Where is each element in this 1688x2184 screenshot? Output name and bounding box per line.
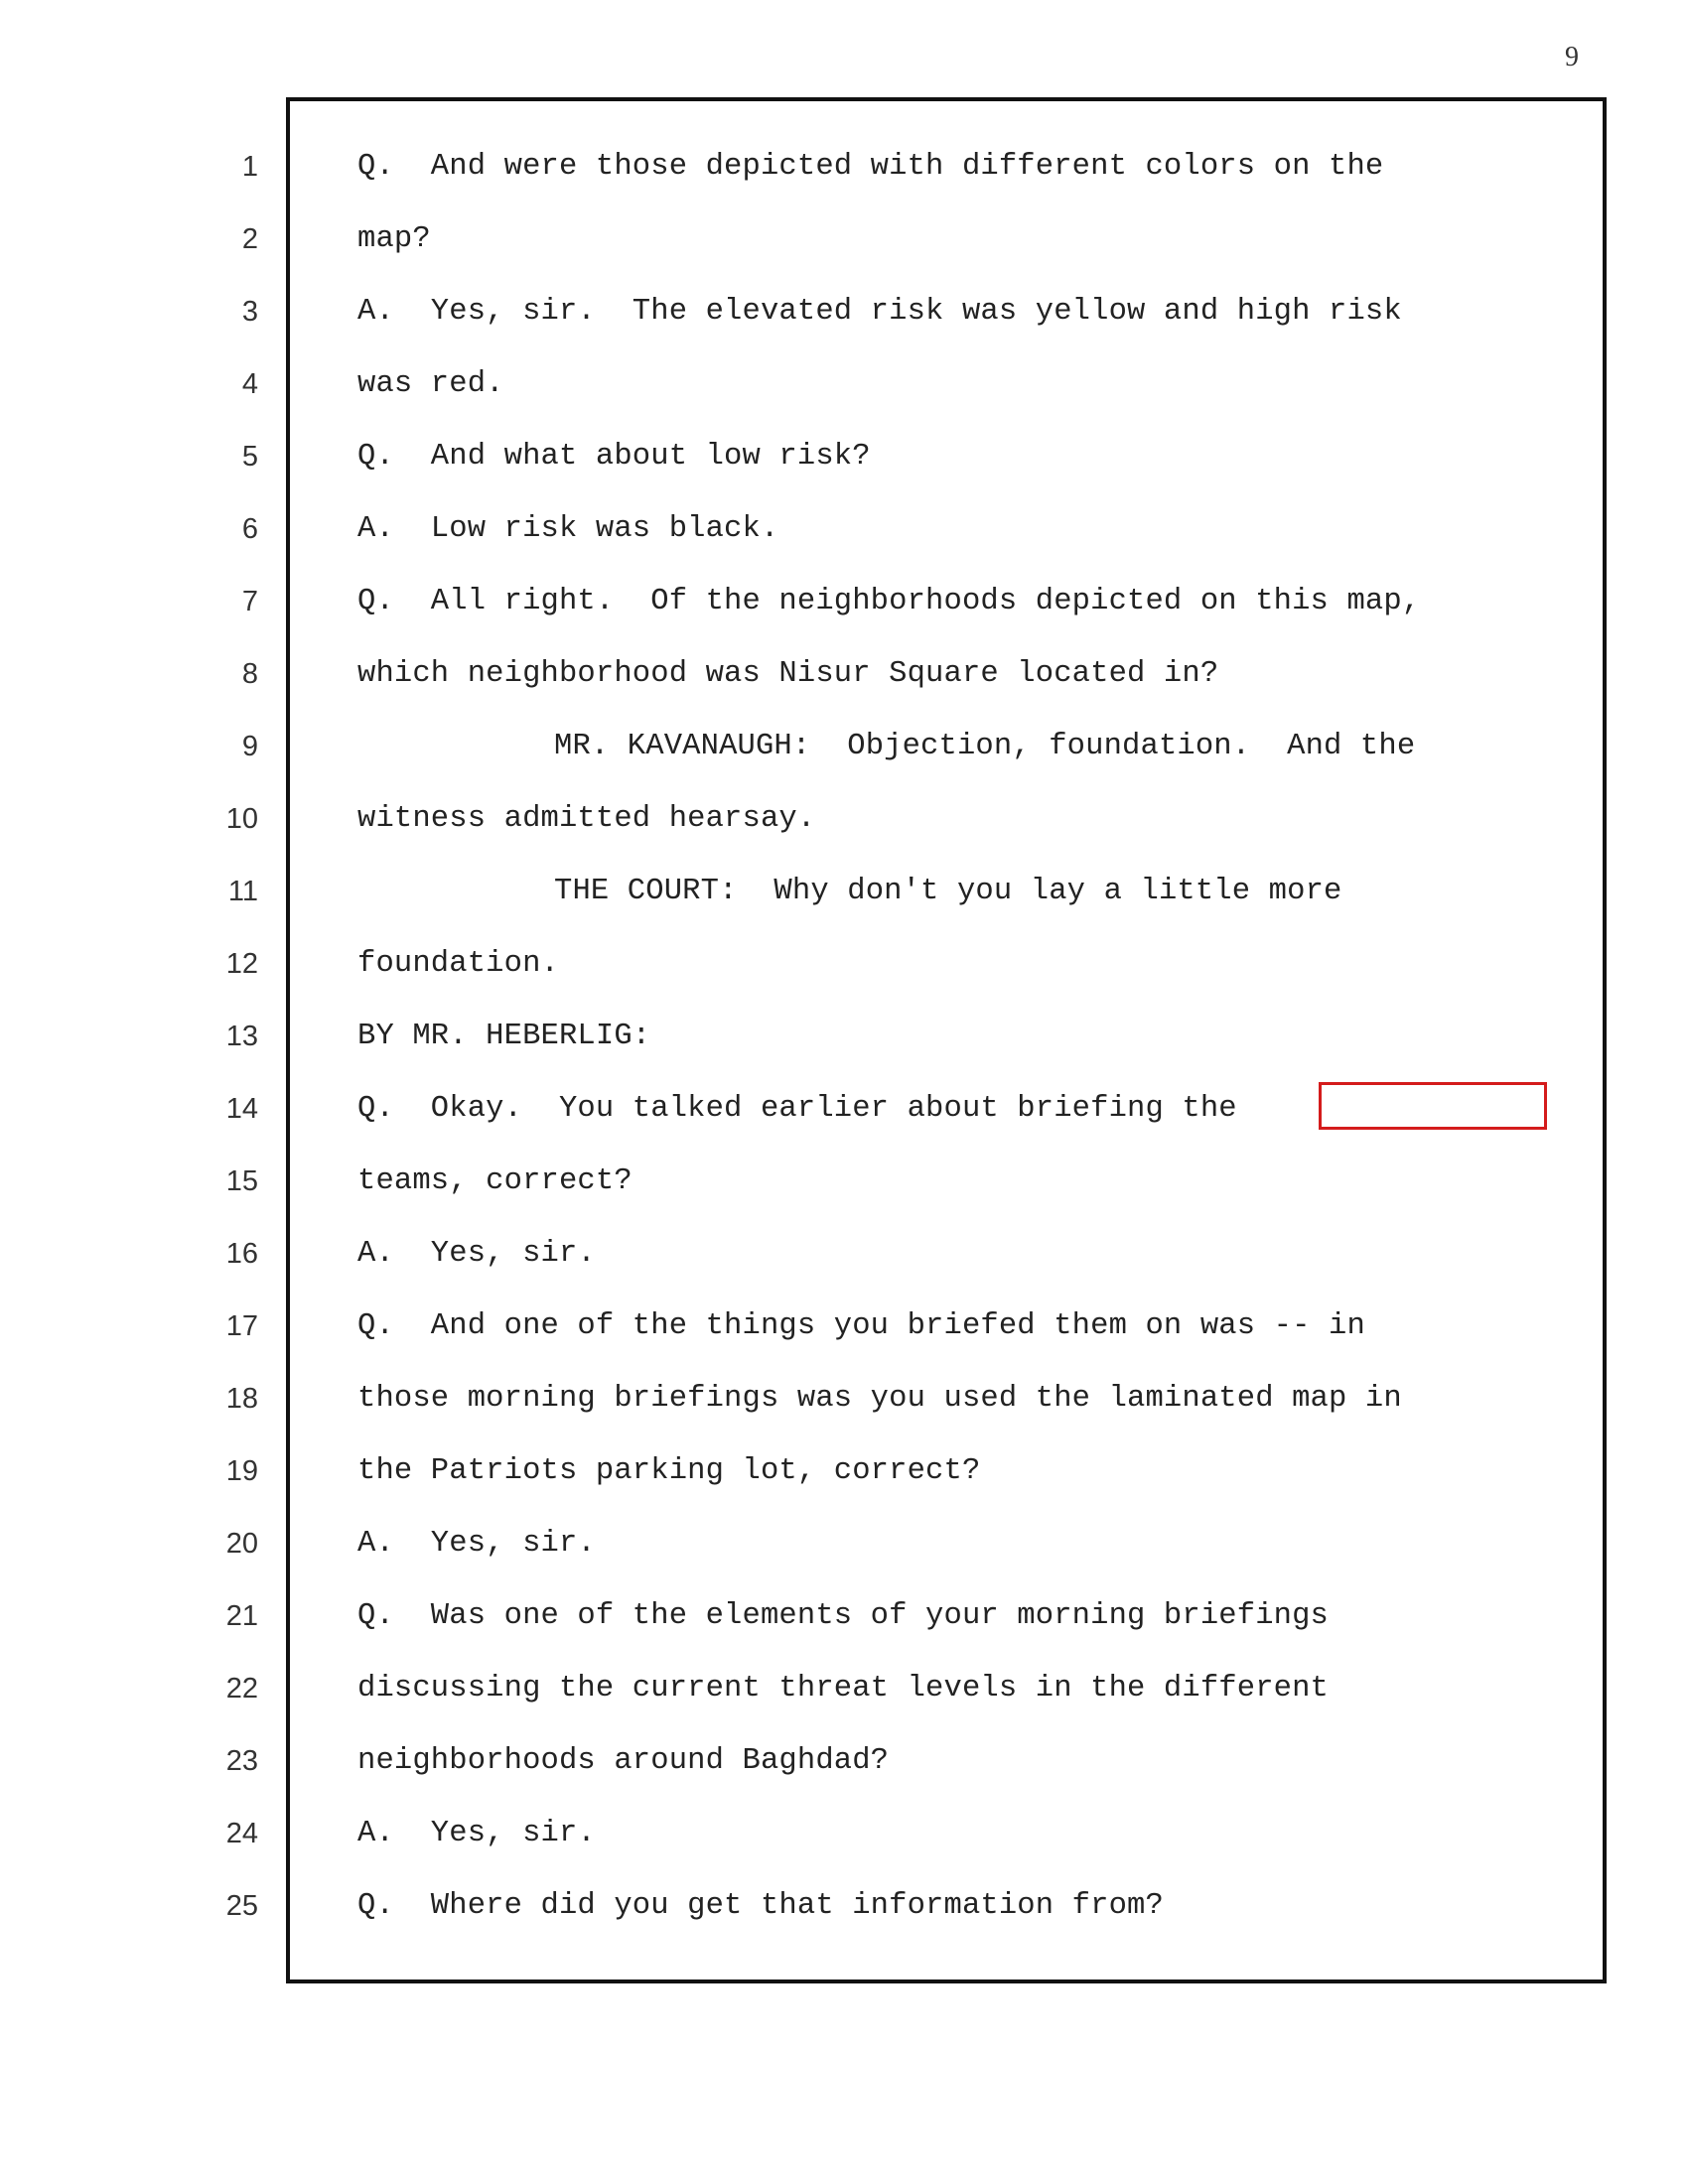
line-number: 2 [241,223,258,255]
line-number: 10 [225,803,258,835]
line-number: 12 [225,948,258,980]
transcript-line [0,727,1688,799]
line-number: 25 [225,1890,258,1922]
transcript-line [0,292,1688,364]
line-number: 19 [225,1455,258,1487]
transcript-line [0,582,1688,654]
line-text: A. Yes, sir. The elevated risk was yellow and high risk [357,295,1402,329]
transcript-line [0,219,1688,292]
line-text: MR. KAVANAUGH: Objection, foundation. And the [554,730,1416,763]
line-text: Q. All right. Of the neighborhoods depicted on this map, [357,585,1421,618]
line-number: 9 [241,731,258,762]
line-text: Q. And one of the things you briefed them on was -- in [357,1309,1365,1343]
line-text: map? [357,222,431,256]
transcript-line [0,1596,1688,1669]
transcript-line [0,147,1688,219]
transcript-line [0,1814,1688,1886]
transcript-line [0,1379,1688,1451]
transcript-line [0,1234,1688,1306]
line-number: 1 [241,151,258,183]
line-number: 15 [225,1165,258,1197]
line-text: A. Yes, sir. [357,1237,596,1271]
transcript-line [0,1669,1688,1741]
redaction-box [1319,1082,1547,1130]
line-number: 8 [241,658,258,690]
line-text: discussing the current threat levels in the different [357,1672,1330,1706]
transcript-line [0,1524,1688,1596]
line-text: THE COURT: Why don't you lay a little more [554,875,1342,908]
line-text: foundation. [357,947,559,981]
line-number: 17 [225,1310,258,1342]
transcript-line [0,944,1688,1017]
line-number: 7 [241,586,258,617]
transcript-line [0,1886,1688,1959]
line-text: Q. And were those depicted with different colors on the [357,150,1384,184]
line-number: 23 [225,1745,258,1777]
line-text: which neighborhood was Nisur Square located in? [357,657,1219,691]
line-number: 5 [241,441,258,473]
line-text: the Patriots parking lot, correct? [357,1454,981,1488]
line-text: was red. [357,367,504,401]
line-number: 4 [241,368,258,400]
line-text: Q. Was one of the elements of your morning briefings [357,1599,1330,1633]
line-number: 21 [225,1600,258,1632]
page-number: 9 [1565,42,1579,72]
transcript-line [0,1451,1688,1524]
line-number: 14 [225,1093,258,1125]
line-text: BY MR. HEBERLIG: [357,1020,651,1053]
transcript-line [0,1017,1688,1089]
transcript-line [0,437,1688,509]
line-number: 20 [225,1528,258,1560]
line-text: Q. And what about low risk? [357,440,871,474]
transcript-line [0,364,1688,437]
line-text: Q. Okay. You talked earlier about briefing the [357,1092,1237,1126]
transcript-line [0,1306,1688,1379]
transcript-line [0,509,1688,582]
line-text: A. Yes, sir. [357,1527,596,1561]
line-text: A. Yes, sir. [357,1817,596,1850]
line-number: 13 [225,1021,258,1052]
transcript-line [0,799,1688,872]
line-text: teams, correct? [357,1164,633,1198]
line-text: A. Low risk was black. [357,512,779,546]
line-number: 6 [241,513,258,545]
transcript-line [0,872,1688,944]
line-number: 16 [225,1238,258,1270]
transcript-line [0,1741,1688,1814]
line-text: those morning briefings was you used the laminated map in [357,1382,1402,1416]
line-number: 3 [241,296,258,328]
line-text: witness admitted hearsay. [357,802,816,836]
transcript-line [0,1161,1688,1234]
transcript-line [0,654,1688,727]
line-number: 24 [225,1818,258,1849]
line-text: neighborhoods around Baghdad? [357,1744,890,1778]
line-number: 22 [225,1673,258,1705]
line-number: 18 [225,1383,258,1415]
line-text: Q. Where did you get that information from? [357,1889,1164,1923]
line-number: 11 [227,876,258,907]
